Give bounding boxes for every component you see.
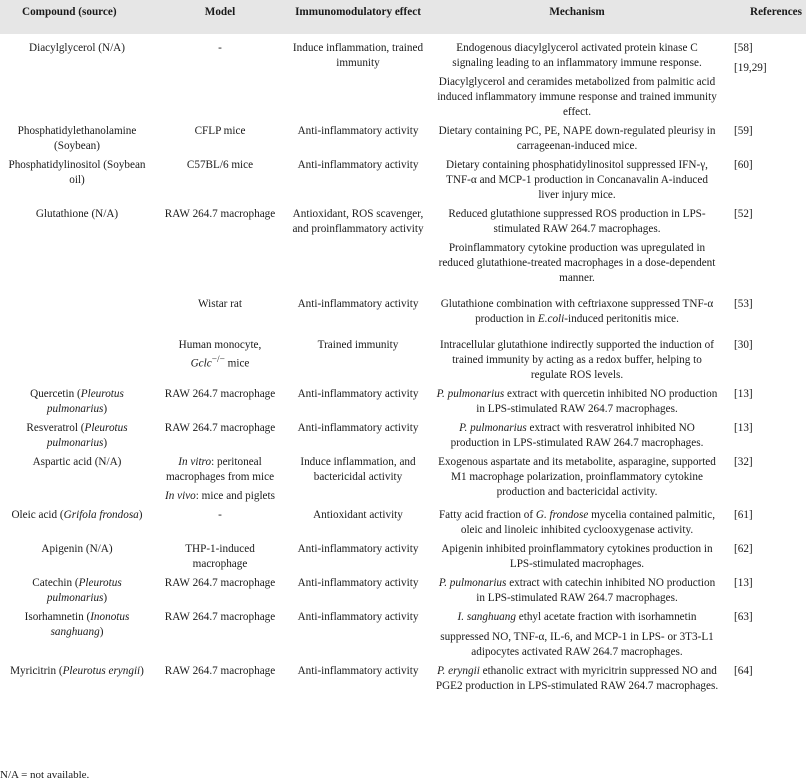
reference-link[interactable]: [61] (734, 509, 753, 521)
cell-model: THP-1-induced macrophage (185, 543, 255, 570)
cell-references (724, 610, 806, 664)
reference-link[interactable]: [32] (734, 456, 753, 468)
cell-model: RAW 264.7 macrophage (164, 208, 276, 220)
cell-references (724, 421, 806, 455)
table-footnote: N/A = not available. (0, 769, 90, 781)
cell-effect: Antioxidant, ROS scavenger, and proinflammatory activity (292, 208, 424, 235)
cell-effect: Trained immunity (317, 339, 399, 351)
cell-model: Wistar rat (198, 298, 242, 310)
cell-model: RAW 264.7 macrophage (164, 665, 276, 677)
cell-mechanism: Apigenin inhibited proinflammatory cytokines production in LPS-stimulated macrophages. (441, 543, 713, 570)
table-row (0, 34, 806, 71)
table-row (0, 576, 806, 610)
cell-compound: Resveratrol (Pleurotus pulmonarius) (26, 422, 128, 449)
reference-link[interactable]: [64] (734, 665, 753, 677)
table-header-row (0, 0, 806, 34)
cell-mechanism: Endogenous diacylglycerol activated protein kinase C signaling leading to an inflammatory immune response. (452, 42, 702, 69)
cell-compound: Phosphatidylinositol (Soybean oil) (8, 159, 146, 186)
cell-compound: Quercetin (Pleurotus pulmonarius) (30, 388, 124, 415)
cell-references (724, 34, 806, 124)
cell-effect: Anti-inflammatory activity (297, 159, 419, 171)
reference-link[interactable]: [13] (734, 388, 753, 400)
table-row (0, 664, 806, 698)
cell-compound: Apigenin (N/A) (41, 543, 113, 555)
cell-mechanism: P. pulmonarius extract with quercetin inhibited NO production in LPS-stimulated RAW 264.7 macrophages. (436, 388, 718, 415)
cell-compound: Oleic acid (Grifola frondosa) (11, 509, 143, 521)
table-row (0, 124, 806, 158)
table-row (0, 158, 806, 207)
cell-effect: Anti-inflammatory activity (297, 543, 419, 555)
cell-references (724, 508, 806, 542)
reference-link[interactable]: [58] (734, 42, 753, 54)
cell-references (724, 542, 806, 576)
cell-references (724, 207, 806, 290)
cell-model: CFLP mice (194, 125, 246, 137)
reference-link[interactable]: [53] (734, 298, 753, 310)
reference-link[interactable]: [52] (734, 208, 753, 220)
cell-effect: Induce inflammation, trained immunity (292, 42, 424, 69)
cell-effect: Antioxidant activity (313, 509, 403, 521)
cell-references (724, 290, 806, 331)
cell-effect: Anti-inflammatory activity (297, 388, 419, 400)
cell-mechanism: Diacylglycerol and ceramides metabolized from palmitic acid induced inflammatory immune response and trained immunity effect. (437, 76, 717, 118)
table-row (0, 455, 806, 508)
cell-model: RAW 264.7 macrophage (164, 577, 276, 589)
cell-references (724, 124, 806, 158)
cell-compound: Isorhamnetin (Inonotus sanghuang) (24, 611, 130, 638)
cell-effect: Anti-inflammatory activity (297, 298, 419, 310)
cell-model: In vitro: peritoneal macrophages from mice In vivo: mice and piglets (165, 456, 275, 502)
reference-link[interactable]: [30] (734, 339, 753, 351)
header-model: Model (204, 6, 236, 18)
cell-compound: Phosphatidylethanolamine (Soybean) (17, 125, 137, 152)
cell-references (724, 331, 806, 387)
table-row (0, 610, 806, 664)
cell-mechanism: P. eryngii ethanolic extract with myricitrin suppressed NO and PGE2 production in LPS-stimulated RAW 264.7 macrophages. (435, 665, 719, 692)
cell-mechanism: Dietary containing PC, PE, NAPE down-regulated pleurisy in carrageenan-induced mice. (438, 125, 716, 152)
cell-references (724, 455, 806, 508)
reference-link[interactable]: [63] (734, 611, 753, 623)
reference-link[interactable]: [62] (734, 543, 753, 555)
cell-mechanism: P. pulmonarius extract with resveratrol inhibited NO production in LPS-stimulated RAW 264.7 macrophages. (450, 422, 704, 449)
cell-compound: Glutathione (N/A) (35, 208, 119, 220)
cell-references (724, 158, 806, 207)
cell-model: RAW 264.7 macrophage (164, 611, 276, 623)
cell-model: - (218, 509, 222, 521)
reference-link[interactable]: [13] (734, 422, 753, 434)
table-row (0, 207, 806, 237)
cell-mechanism: P. pulmonarius extract with catechin inhibited NO production in LPS-stimulated RAW 264.7 macrophages. (438, 577, 716, 604)
reference-link[interactable]: [59] (734, 125, 753, 137)
table-row (0, 542, 806, 576)
cell-effect: Anti-inflammatory activity (297, 611, 419, 623)
table-row (0, 387, 806, 421)
cell-mechanism: Glutathione combination with ceftriaxone suppressed TNF-α production in E.coli-induced peritonitis mice. (440, 298, 714, 325)
cell-model: RAW 264.7 macrophage (164, 422, 276, 434)
reference-link[interactable]: [13] (734, 577, 753, 589)
cell-model: RAW 264.7 macrophage (164, 388, 276, 400)
cell-compound: Myricitrin (Pleurotus eryngii) (10, 665, 144, 677)
header-effect: Immunomodulatory effect (295, 6, 421, 18)
cell-effect: Induce inflammation, and bactericidal activity (300, 456, 416, 483)
cell-effect: Anti-inflammatory activity (297, 665, 419, 677)
cell-compound: Diacylglycerol (N/A) (29, 42, 125, 54)
reference-link[interactable]: [60] (734, 159, 753, 171)
cell-references (724, 576, 806, 610)
reference-link[interactable]: [19,29] (734, 62, 767, 74)
table-row (0, 508, 806, 542)
cell-mechanism: Intracellular glutathione indirectly supported the induction of trained immunity by acting as a redox buffer, helping to regulate ROS levels. (439, 339, 714, 381)
header-mechanism: Mechanism (549, 6, 605, 18)
cell-effect: Anti-inflammatory activity (297, 577, 419, 589)
cell-model: - (218, 42, 222, 54)
cell-mechanism: Fatty acid fraction of G. frondose mycelia contained palmitic, oleic and linoleic inhibited cyclooxygenase activity. (438, 509, 716, 536)
cell-references (724, 387, 806, 421)
cell-effect: Anti-inflammatory activity (297, 422, 419, 434)
table-row (0, 421, 806, 455)
cell-mechanism: I. sanghuang ethyl acetate fraction with isorhamnetin suppressed NO, TNF-α, IL-6, and MCP-1 in LPS- or 3T3-L1 adipocytes activated RAW 264.7 macrophages. (440, 611, 714, 658)
header-references: References (750, 6, 802, 18)
cell-references (724, 664, 806, 698)
cell-compound: Catechin (Pleurotus pulmonarius) (32, 577, 122, 604)
cell-model: Human monocyte, Gclc−/− mice (178, 339, 262, 370)
cell-compound: Aspartic acid (N/A) (32, 456, 122, 468)
header-compound: Compound (source) (22, 6, 117, 18)
cell-effect: Anti-inflammatory activity (297, 125, 419, 137)
cell-model: C57BL/6 mice (186, 159, 254, 171)
cell-mechanism: Exogenous aspartate and its metabolite, asparagine, supported M1 macrophage polarization, proinflammatory cytokine production and bactericidal activity. (438, 456, 716, 498)
cell-mechanism: Reduced glutathione suppressed ROS production in LPS-stimulated RAW 264.7 macrophages. (448, 208, 706, 235)
cell-mechanism: Dietary containing phosphatidylinositol suppressed IFN-γ, TNF-α and MCP-1 production in Concanavalin A-induced liver injury mice. (446, 159, 708, 201)
cell-mechanism: Proinflammatory cytokine production was upregulated in reduced glutathione-treated macrophages in a dose-dependent manner. (438, 242, 716, 284)
